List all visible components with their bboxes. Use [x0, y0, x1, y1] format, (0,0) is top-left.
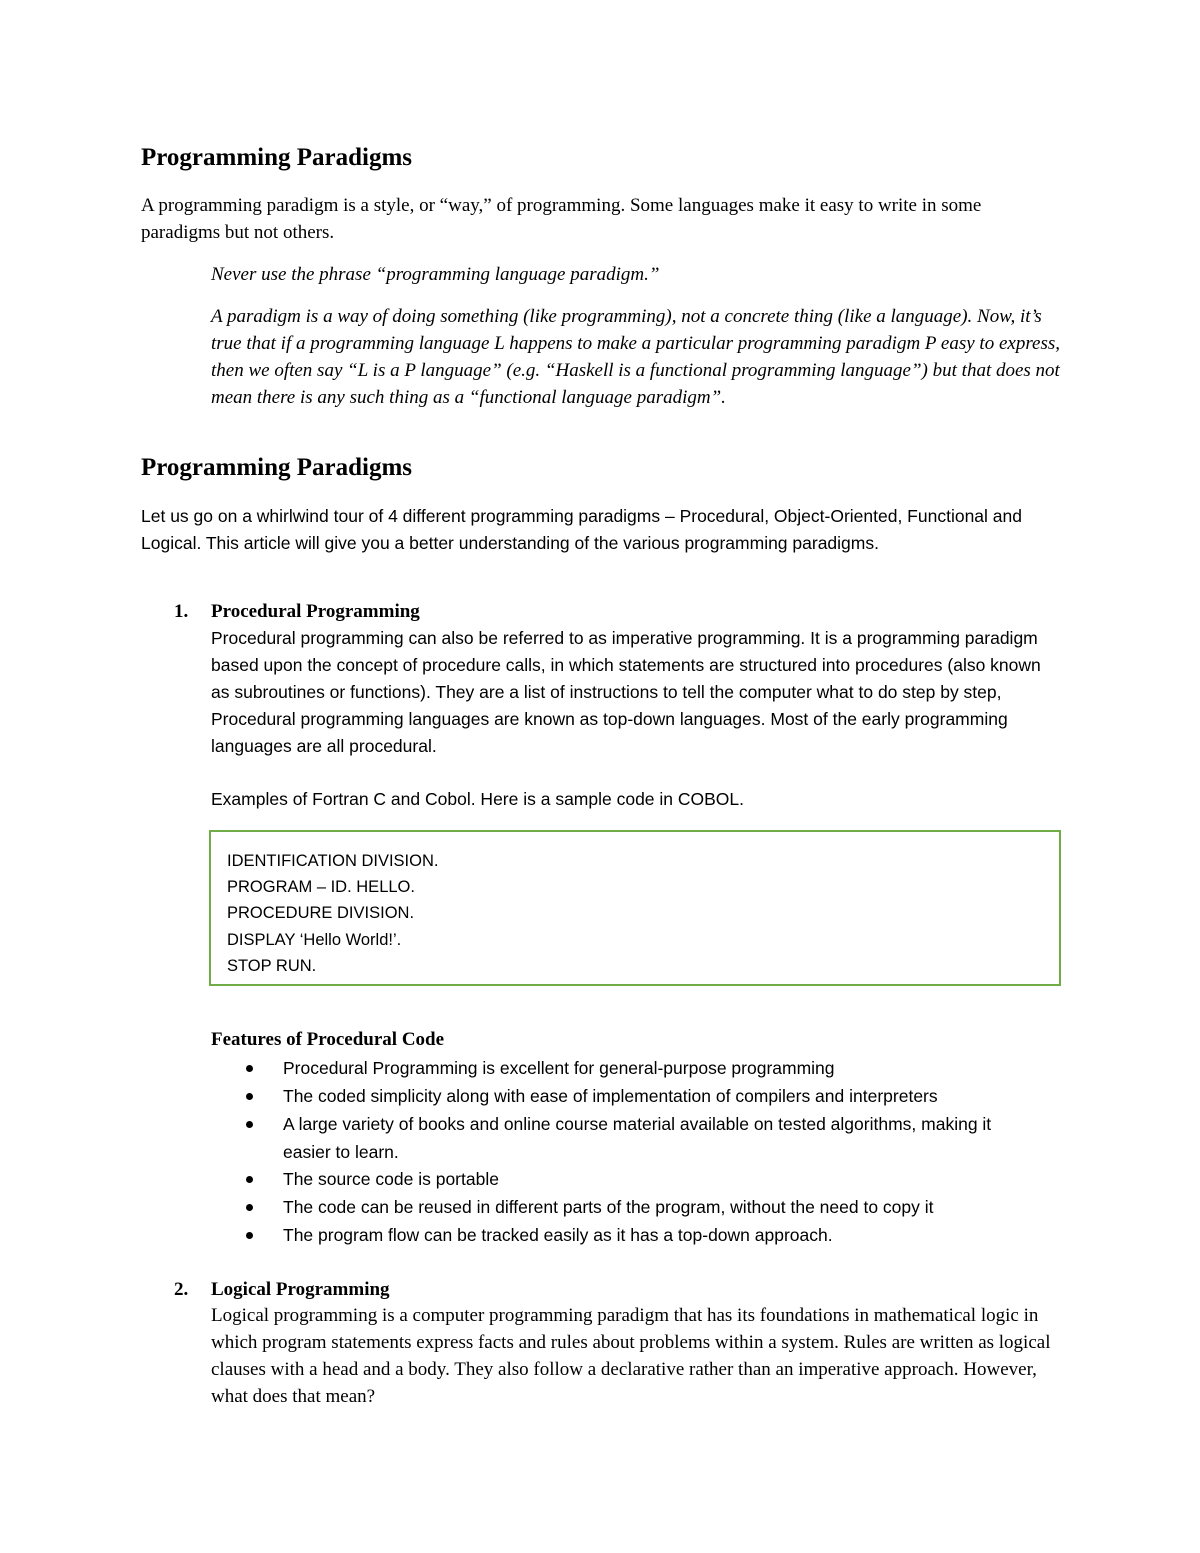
bullet-icon: [246, 1204, 253, 1211]
feature-item: The source code is portable: [283, 1169, 499, 1189]
tour-paragraph: Let us go on a whirlwind tour of 4 different programming paradigms – Procedural, Object-Oriented, Functional and Logical. This article will give you a better understanding of the various programming paradigms.: [141, 506, 1022, 553]
bullet-icon: [246, 1232, 253, 1239]
quote-paradigm-definition: A paradigm is a way of doing something (like programming), not a concrete thing (like a language). Now, it’s true that if a programming language L happens to make a particular programming paradigm P easy to express, then we often say “L is a P language” (e.g. “Haskell is a functional programming language”) but that does not mean there is any such thing as a “functional language paradigm”.: [211, 306, 1060, 408]
cobol-code-box: [209, 830, 1061, 986]
intro-paragraph: A programming paradigm is a style, or “way,” of programming. Some languages make it easy to write in some paradigms but not others.: [141, 195, 982, 243]
feature-item: The program flow can be tracked easily as it has a top-down approach.: [283, 1225, 833, 1245]
procedural-body: Procedural programming can also be referred to as imperative programming. It is a programming paradigm based upon the concept of procedure calls, in which statements are structured into procedures (also known as subroutines or functions). They are a list of instructions to tell the computer what to do step by step, Procedural programming languages are known as top-down languages. Most of the early programming languages are all procedural.: [211, 628, 1041, 756]
list-number-1: 1.: [174, 601, 189, 622]
logical-body: Logical programming is a computer programming paradigm that has its foundations in mathematical logic in which program statements express facts and rules about problems within a system. Rules are written as logical clauses with a head and a body. They also follow a declarative rather than an imperative approach. However, what does that mean?: [211, 1305, 1051, 1407]
list-number-2: 2.: [174, 1279, 189, 1300]
code-line: IDENTIFICATION DIVISION.: [227, 852, 439, 870]
bullet-icon: [246, 1065, 253, 1072]
procedural-examples: Examples of Fortran C and Cobol. Here is a sample code in COBOL.: [211, 789, 745, 809]
code-line: DISPLAY ‘Hello World!’.: [227, 931, 402, 949]
feature-item: A large variety of books and online course material available on tested algorithms, making it easier to learn.: [283, 1114, 992, 1162]
code-line: PROGRAM – ID. HELLO.: [227, 878, 415, 896]
bullet-icon: [246, 1093, 253, 1100]
bullet-icon: [246, 1121, 253, 1128]
feature-item: The coded simplicity along with ease of implementation of compilers and interpreters: [283, 1086, 938, 1106]
procedural-title: Procedural Programming: [211, 601, 420, 622]
features-title: Features of Procedural Code: [211, 1029, 445, 1050]
section-heading: Programming Paradigms: [141, 454, 413, 481]
bullet-icon: [246, 1176, 253, 1183]
code-line: STOP RUN.: [227, 957, 317, 975]
code-line: PROCEDURE DIVISION.: [227, 904, 415, 922]
logical-title: Logical Programming: [211, 1279, 390, 1300]
feature-item: The code can be reused in different parts of the program, without the need to copy it: [283, 1197, 934, 1217]
feature-item: Procedural Programming is excellent for general-purpose programming: [283, 1058, 835, 1078]
quote-never-use: Never use the phrase “programming language paradigm.”: [211, 264, 660, 285]
page-title: Programming Paradigms: [141, 144, 413, 171]
